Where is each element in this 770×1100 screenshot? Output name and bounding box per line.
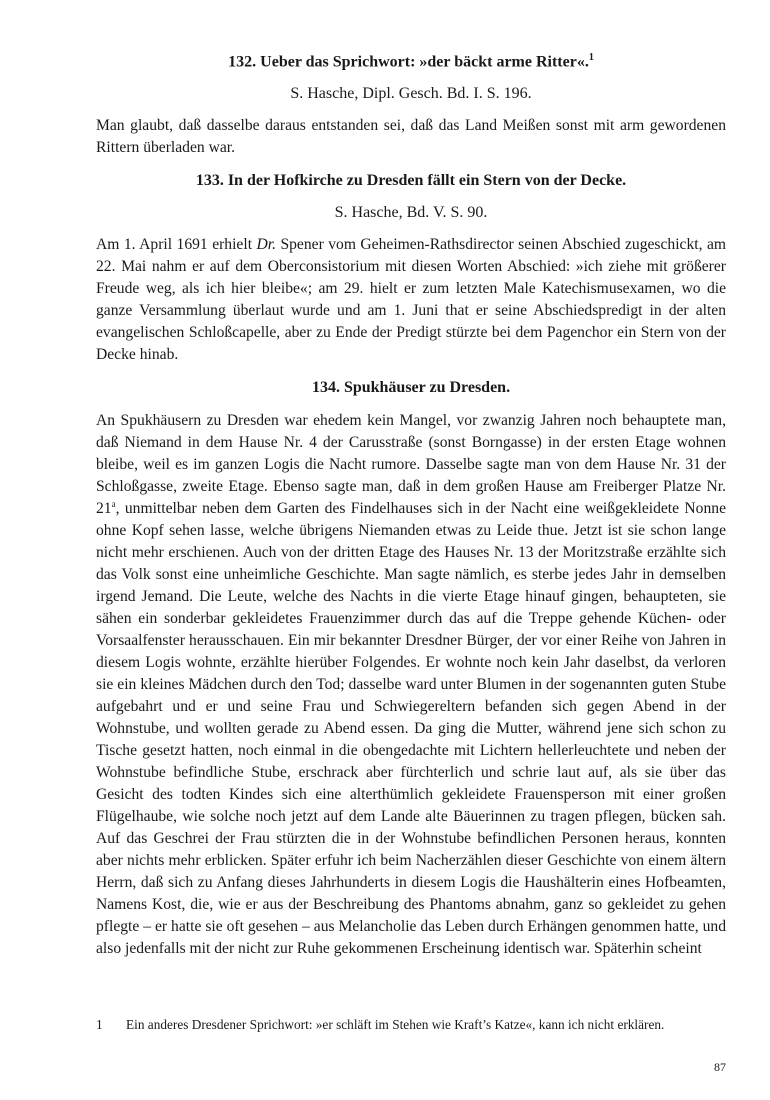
- section-132-source: S. Hasche, Dipl. Gesch. Bd. I. S. 196.: [290, 85, 532, 103]
- section-132-paragraph: Man glaubt, daß dasselbe daraus entstanden sei, daß das Land Meißen sonst mit arm gewordenen Rittern überladen war.: [96, 117, 726, 157]
- section-133-title: 133. In der Hofkirche zu Dresden fällt ein Stern von der Decke.: [195, 172, 627, 190]
- section-134-paragraph: An Spukhäusern zu Dresden war ehedem kein Mangel, vor zwanzig Jahren noch behauptete man, daß Niemand in dem Hause Nr. 4 der Carusstraße (sonst Borngasse) in der ersten Etage wohnen bleibe, weil es im ganzen Logis die Nacht rumore. Dasselbe sagte man von dem Hause Nr. 31 der Schloßgasse, zweite Etage. Ebenso sagte man, daß in dem großen Hause am Freiberger Platze Nr. 21$^a$, unmittelbar neben dem Garten des Findelhauses sich in der Nacht eine weißgekleidete Nonne ohne Kopf sehen lasse, welche übrigens Niemanden etwas zu Leide thue. Jetzt ist sie schon lange nicht mehr erschienen. Auch von der dritten Etage des Hauses Nr. 13 der Moritzstraße erzählte sich das Volk sonst eine unheimliche Geschichte. Man sagte nämlich, es sterbe jedes Jahr in demselben irgend Jemand. Die Leute, welche des Nachts in die vierte Etage hinauf gingen, behaupteten, sie sähen ein sonderbar gekleidetes Frauenzimmer durch das auf die Treppe gehende Küchen- oder Vorsaalfenster herausschauen. Ein mir bekannter Dresdner Bürger, der vor einer Reihe von Jahren in diesem Logis wohnte, erzählte hierüber Folgendes. Er wohnte noch kein Jahr daselbst, da verloren sie ein kleines Mädchen durch den Tod; dasselbe ward unter Blumen in der sogenannten guten Stube aufgebahrt und er und seine Frau und Schwiegereltern befanden sich gegen Abend in der Wohnstube, und wollten gerade zu Abend essen. Da ging die Mutter, während jene sich schon zu Tische gesetzt hatten, noch einmal in die obengedachte mit Lichtern hellerleuchtete und neben der Wohnstube befindliche Stube, erschrack aber fürchterlich und schrie laut auf, als sie über das Gesicht des todten Kindes sich eine alterthümlich gekleidete Frauensperson mit einer großen Flügelhaube, wie solche noch jetzt auf dem Lande alte Bäuerinnen zu tragen pflegen, bücken sah. Auf das Geschrei der Frau stürzten die in der Wohnstube befindlichen Personen heraus, konnten aber nichts mehr erblicken. Später erfuhr ich beim Nacherzählen dieser Geschichte von einem ältern Herrn, daß sich zu Anfang dieses Jahrhunderts in diesem Logis die Haushälterin eines Hofbeamten, Namens Kost, die, wie er aus der Beschreibung des Phantoms abnahm, ganz so gekleidet zu gehen pflegte – er hatte sie oft gesehen – aus Melancholie das Leben durch Erhängen genommen hatte, und also jedenfalls mit der nicht zur Ruhe gekommenen Erscheinung identisch war. Späterhin scheint: [96, 412, 726, 958]
- page-number: 87: [714, 1060, 726, 1074]
- section-132-title: 132. Ueber das Sprichwort: »der bäckt arme Ritter«.$^1$: [228, 52, 594, 71]
- footnote: [96, 1016, 726, 1034]
- footnote-text: Ein anderes Dresdener Sprichwort: »er schläft im Stehen wie Kraft’s Katze«, kann ich nicht erklären.: [126, 1017, 665, 1032]
- section-133-paragraph: Am 1. April 1691 erhielt Dr. Spener vom Geheimen-Rathsdirector seinen Abschied zugeschickt, am 22. Mai nahm er auf dem Oberconsistorium mit diesen Worten Abschied: »ich ziehe mit größerer Freude weg, als ich hier bleibe«; am 29. hielt er zum letzten Male Katechismusexamen, wo die ganze Versammlung überlaut wurde und am 1. Juni that er seine Abschiedspredigt in der alten evangelischen Schloßcapelle, aber zu Ende der Predigt stürzte bei dem Pagenchor ein Stern von der Decke hinab.: [96, 236, 726, 364]
- section-133-source: S. Hasche, Bd. V. S. 90.: [334, 204, 488, 222]
- footnote-number: 1: [96, 1017, 103, 1032]
- section-134-title: 134. Spukhäuser zu Dresden.: [311, 379, 511, 397]
- footnote-ref-1[interactable]: 1: [588, 52, 594, 63]
- page-content: [96, 46, 726, 960]
